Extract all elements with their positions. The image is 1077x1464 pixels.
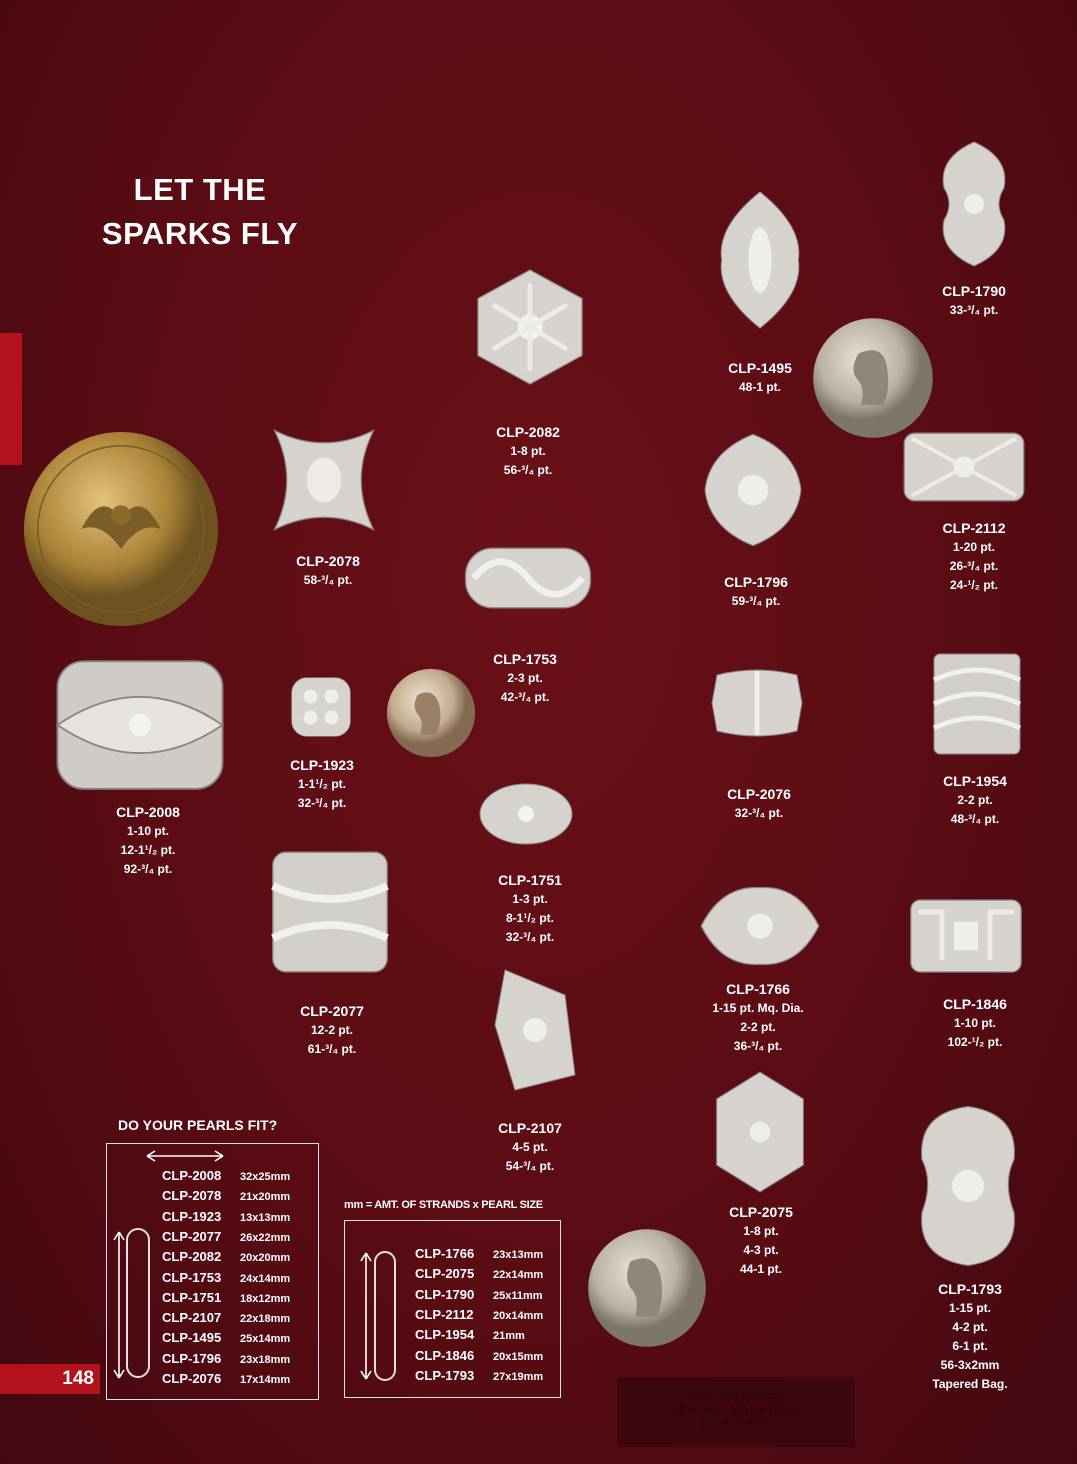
clasp-image-1846: [906, 895, 1026, 977]
product-code: CLP-2077: [300, 1003, 364, 1019]
spec-line: 4-5 pt.: [512, 1140, 548, 1154]
size-code: CLP-1751: [162, 1289, 222, 1305]
spec-line: 6-1 pt.: [952, 1339, 988, 1353]
spec-line: 4-3 pt.: [743, 1243, 779, 1257]
product-code: CLP-2076: [727, 786, 791, 802]
spec-line: 102-¹/₂ pt.: [947, 1035, 1003, 1049]
size-value: 20x20mm: [240, 1252, 291, 1265]
clasp-image-1766: [696, 880, 824, 972]
height-arrow-icon: [112, 1230, 126, 1380]
product-code: CLP-1753: [493, 651, 557, 667]
product-code: CLP-1954: [943, 773, 1007, 789]
caption-clp-1954: [915, 772, 1035, 829]
clasp-image-2082: [468, 265, 592, 389]
product-code: CLP-1751: [498, 872, 562, 888]
quarter-coin-bottom: [583, 1228, 711, 1348]
spec-line: 42-³/₄ pt.: [500, 690, 550, 704]
size-row: [162, 1186, 290, 1207]
spec-line: 4-2 pt.: [952, 1320, 988, 1334]
product-code: CLP-1793: [938, 1281, 1002, 1297]
size-row: [415, 1366, 543, 1387]
strand-legend: mm = AMT. OF STRANDS x PEARL SIZE: [344, 1199, 543, 1211]
spec-line: 12-1¹/₂ pt.: [120, 843, 176, 857]
address-line: 800-622-3705: [701, 1418, 771, 1430]
spec-line: 2-3 pt.: [507, 671, 543, 685]
clasp-image-1954: [930, 650, 1024, 758]
size-row: [415, 1305, 543, 1326]
size-row: [162, 1268, 290, 1289]
product-code: CLP-1846: [943, 996, 1007, 1012]
size-value: 27x19mm: [493, 1370, 544, 1383]
caption-clp-1923: [262, 756, 382, 813]
size-value: 32x25mm: [240, 1171, 291, 1183]
product-code: CLP-2112: [942, 520, 1006, 536]
spec-line: 56-³/₄ pt.: [503, 463, 553, 477]
product-code: CLP-1495: [728, 360, 792, 376]
caption-clp-2082: [468, 423, 588, 480]
caption-clp-2076: [699, 785, 819, 823]
clasp-image-2008: [45, 650, 235, 800]
spec-line: 2-2 pt.: [740, 1020, 776, 1034]
size-value: 25x14mm: [240, 1333, 291, 1346]
size-row: [162, 1369, 290, 1390]
caption-clp-1766: [688, 980, 828, 1056]
spec-line: 1-10 pt.: [953, 1016, 996, 1030]
caption-clp-1793: [910, 1280, 1030, 1394]
product-code: CLP-1766: [726, 981, 790, 997]
size-row: [415, 1244, 543, 1265]
spec-line: 1-15 pt. Mq. Dia.: [712, 1001, 804, 1015]
caption-clp-1751: [470, 871, 590, 947]
clasp-image-2078: [262, 418, 386, 542]
size-value: 26x22mm: [240, 1231, 291, 1244]
clasp-image-1796: [698, 430, 808, 550]
size-table-1: [106, 1143, 319, 1400]
spec-line: 54-³/₄ pt.: [505, 1159, 555, 1173]
clasp-image-2075: [708, 1068, 812, 1196]
spec-line: 24-¹/₂ pt.: [950, 578, 998, 592]
caption-clp-2112: [914, 519, 1034, 595]
caption-clp-1495: [700, 359, 820, 397]
clasp-image-1923: [286, 672, 356, 742]
size-value: 20x14mm: [493, 1309, 544, 1322]
caption-clp-1753: [465, 650, 585, 707]
size-value: 23x13mm: [493, 1249, 544, 1261]
spec-line: Tapered Bag.: [932, 1377, 1008, 1391]
spec-line: 1-15 pt.: [948, 1301, 991, 1315]
clasp-outline-icon: [374, 1251, 396, 1381]
spec-line: 12-2 pt.: [310, 1023, 353, 1037]
size-value: 22x18mm: [240, 1313, 291, 1326]
caption-clp-1790: [914, 282, 1034, 320]
product-code: CLP-2082: [496, 424, 560, 440]
caption-clp-1796: [696, 573, 816, 611]
spec-line: 8-1¹/₂ pt.: [506, 911, 554, 925]
size-value: 18x12mm: [240, 1292, 291, 1305]
spec-line: 58-³/₄ pt.: [303, 573, 353, 587]
size-row: [162, 1308, 290, 1329]
clasp-image-2112: [898, 428, 1030, 506]
size-value: 20x15mm: [493, 1350, 544, 1363]
quarter-coin-top: [808, 317, 938, 439]
size-row: [162, 1166, 290, 1187]
caption-clp-2107: [470, 1119, 590, 1176]
size-value: 22x14mm: [493, 1269, 544, 1282]
size-row: [162, 1207, 290, 1228]
silver-dollar-coin: [22, 430, 220, 628]
size-code: CLP-2112: [415, 1306, 474, 1322]
spec-line: 2-2 pt.: [957, 793, 993, 807]
caption-clp-1846: [915, 995, 1035, 1052]
page-number: 148: [0, 1364, 100, 1394]
title-line-1: LET THE: [133, 172, 267, 207]
title-line-2: SPARKS FLY: [101, 216, 299, 251]
clasp-outline-icon: [126, 1228, 150, 1378]
clasp-image-1751: [476, 780, 576, 848]
size-value: 24x14mm: [240, 1272, 291, 1285]
spec-line: 32-³/₄ pt.: [734, 806, 784, 820]
size-row: [415, 1325, 525, 1346]
address-line: Gem Tone Findings: [688, 1390, 784, 1402]
size-code: CLP-2107: [162, 1310, 222, 1326]
product-code: CLP-2107: [498, 1120, 562, 1136]
spec-line: 56-3x2mm: [940, 1358, 1000, 1372]
product-code: CLP-2008: [116, 804, 180, 820]
size-code: CLP-1793: [415, 1367, 475, 1383]
product-code: CLP-1796: [724, 574, 788, 590]
size-value: 25x11mm: [493, 1289, 543, 1302]
size-code: CLP-2008: [162, 1168, 222, 1183]
clasp-image-1753: [458, 540, 598, 616]
pearl-fit-heading: DO YOUR PEARLS FIT?: [118, 1117, 278, 1133]
spec-line: 33-³/₄ pt.: [949, 303, 999, 317]
size-row: [162, 1227, 290, 1248]
product-code: CLP-1923: [290, 757, 354, 773]
spec-line: 61-³/₄ pt.: [307, 1042, 357, 1056]
size-code: CLP-2078: [162, 1188, 222, 1204]
spec-line: 48-1 pt.: [738, 380, 781, 394]
spec-line: 92-³/₄ pt.: [123, 862, 173, 876]
spec-line: 36-³/₄ pt.: [733, 1039, 783, 1053]
clasp-image-2076: [706, 665, 808, 741]
product-code: CLP-1790: [942, 283, 1006, 299]
spec-line: 1-3 pt.: [512, 892, 548, 906]
spec-line: 1-20 pt.: [952, 540, 995, 554]
size-row: [162, 1288, 290, 1309]
clasp-image-2107: [484, 965, 586, 1095]
size-code: CLP-1790: [415, 1286, 475, 1302]
clasp-image-2077: [265, 842, 395, 982]
spec-line: 44-1 pt.: [739, 1262, 782, 1276]
size-value: 17x14mm: [240, 1374, 291, 1386]
size-value: 21mm: [493, 1330, 525, 1343]
page-title: [80, 168, 320, 256]
caption-clp-2075: [701, 1203, 821, 1279]
size-row: [162, 1349, 290, 1370]
size-value: 23x18mm: [240, 1353, 291, 1366]
size-table-2: [344, 1220, 561, 1398]
spec-line: 48-³/₄ pt.: [950, 812, 1000, 826]
size-value: 21x20mm: [240, 1191, 291, 1204]
clasp-image-1790: [934, 138, 1014, 270]
caption-clp-2077: [272, 1002, 392, 1059]
size-code: CLP-2082: [162, 1249, 222, 1265]
spec-line: 26-³/₄ pt.: [949, 559, 999, 573]
spec-line: 32-³/₄ pt.: [505, 930, 555, 944]
size-code: CLP-2077: [162, 1228, 222, 1244]
company-address: [617, 1377, 855, 1447]
product-code: CLP-2075: [729, 1204, 793, 1220]
size-value: 13x13mm: [240, 1211, 291, 1224]
height-arrow-icon: [359, 1251, 373, 1381]
size-code: CLP-1753: [162, 1269, 222, 1285]
size-code: CLP-2076: [162, 1371, 222, 1386]
size-row: [415, 1285, 543, 1306]
spec-line: 1-8 pt.: [743, 1224, 779, 1238]
size-code: CLP-1954: [415, 1327, 475, 1343]
spec-line: 59-³/₄ pt.: [731, 594, 781, 608]
spec-line: 1-8 pt.: [510, 444, 546, 458]
caption-clp-2078: [268, 552, 388, 590]
size-row: [162, 1328, 290, 1349]
size-code: CLP-1846: [415, 1347, 475, 1363]
address-line: 75 Bowery, NY, NY 10013: [673, 1404, 799, 1416]
size-code: CLP-1495: [162, 1330, 222, 1346]
width-arrow-icon: [145, 1148, 225, 1164]
size-row: [415, 1264, 543, 1285]
spec-line: 1-1¹/₂ pt.: [298, 777, 346, 791]
spec-line: 32-³/₄ pt.: [297, 796, 347, 810]
size-code: CLP-1923: [162, 1208, 222, 1224]
clasp-image-1793: [910, 1102, 1026, 1270]
size-code: CLP-2075: [415, 1266, 475, 1282]
spec-line: 1-10 pt.: [126, 824, 169, 838]
caption-clp-2008: [88, 803, 208, 879]
size-row: [162, 1247, 290, 1268]
clasp-image-1495: [712, 185, 808, 335]
size-code: CLP-1796: [162, 1350, 222, 1366]
size-row: [415, 1346, 543, 1367]
side-tab-marker: [0, 333, 22, 465]
size-code: CLP-1766: [415, 1246, 475, 1261]
product-code: CLP-2078: [296, 553, 360, 569]
